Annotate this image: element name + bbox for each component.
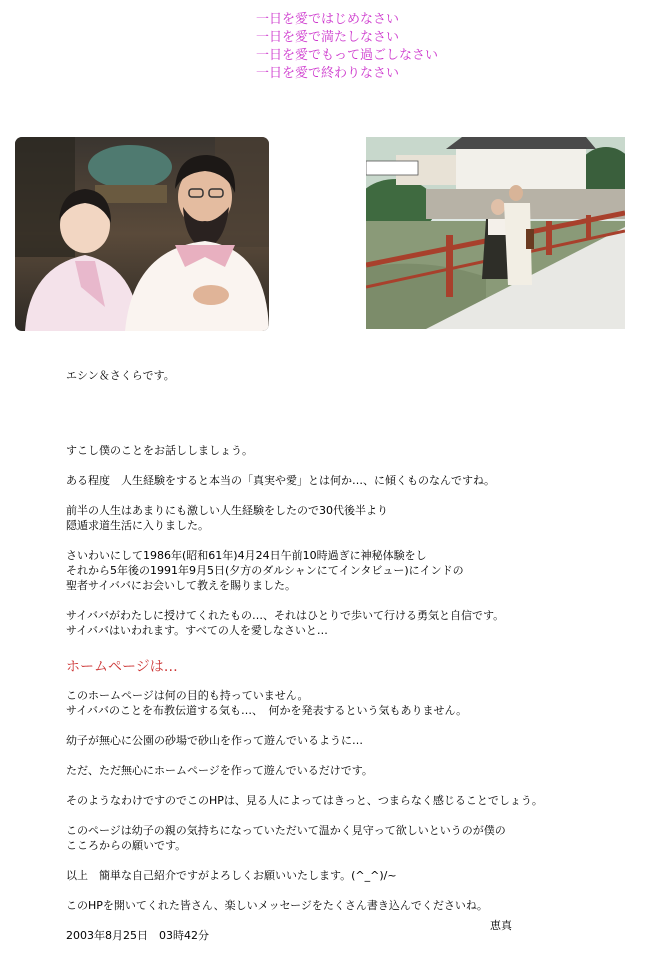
intro-paragraph-4-line-2: それから5年後の1991年9月5日(夕方のダルシャンにてインタビュー)にインドの	[66, 564, 464, 577]
homepage-paragraph-1-line-1: このホームページは何の目的も持っていません。	[66, 689, 309, 702]
homepage-paragraph-5-line-1: このページは幼子の親の気持ちになっていただいて温かく見守って欲しいというのが僕の	[66, 824, 506, 837]
main-content	[66, 368, 626, 943]
intro-paragraph-4-line-3: 聖者サイババにお会いして教えを賜りました。	[66, 579, 297, 592]
intro-paragraph-4-line-1: さいわいにして1986年(昭和61年)4月24日午前10時過ぎに神秘体験をし	[66, 549, 427, 562]
intro-paragraph-2: ある程度 人生経験をすると本当の「真実や愛」とは何か…、に傾くものなんですね。	[66, 474, 495, 487]
intro-paragraph-1: すこし僕のことをお話ししましょう。	[66, 444, 253, 457]
homepage-heading: ホームページは…	[66, 659, 178, 675]
poem-line-3: 一日を愛でもって過ごしなさい	[256, 48, 439, 63]
poem-line-2: 一日を愛で満たしなさい	[256, 30, 400, 45]
couple-on-bridge-photo	[366, 137, 625, 329]
intro-paragraph-5-line-2: サイババはいわれます。すべての人を愛しなさいと…	[66, 624, 328, 637]
homepage-paragraph-7: このHPを開いてくれた皆さん、楽しいメッセージをたくさん書き込んでくださいね。	[66, 899, 488, 912]
poem-line-4: 一日を愛で終わりなさい	[256, 66, 400, 81]
intro-paragraph-3-line-1: 前半の人生はあまりにも激しい人生経験をしたので30代後半より	[66, 504, 388, 517]
homepage-paragraph-5-line-2: こころからの願いです。	[66, 839, 187, 852]
intro-paragraph-5-line-1: サイババがわたしに授けてくれたもの…、それはひとりで歩いて行ける勇気と自信です。	[66, 609, 505, 622]
homepage-paragraph-2: 幼子が無心に公園の砂場で砂山を作って遊んでいるように…	[66, 734, 363, 747]
homepage-paragraph-4: そのようなわけですのでこのHPは、見る人によってはきっと、つまらなく感じることでしょう。	[66, 794, 543, 807]
poem-line-1: 一日を愛ではじめなさい	[256, 12, 400, 27]
homepage-paragraph-6: 以上 簡単な自己紹介ですがよろしくお願いいたします。(^_^)/~	[66, 869, 397, 882]
poem	[256, 11, 438, 83]
homepage-paragraph-3: ただ、ただ無心にホームページを作って遊んでいるだけです。	[66, 764, 373, 777]
signature: 恵真	[490, 919, 512, 932]
intro-paragraph-3-line-2: 隠遁求道生活に入りました。	[66, 519, 209, 532]
post-date: 2003年8月25日 03時42分	[66, 929, 209, 942]
greeting: エシン＆さくらです。	[66, 369, 175, 382]
couple-portrait-photo	[15, 137, 269, 331]
homepage-paragraph-1-line-2: サイババのことを布教伝道する気も…、 何かを発表するという気もありません。	[66, 704, 468, 717]
